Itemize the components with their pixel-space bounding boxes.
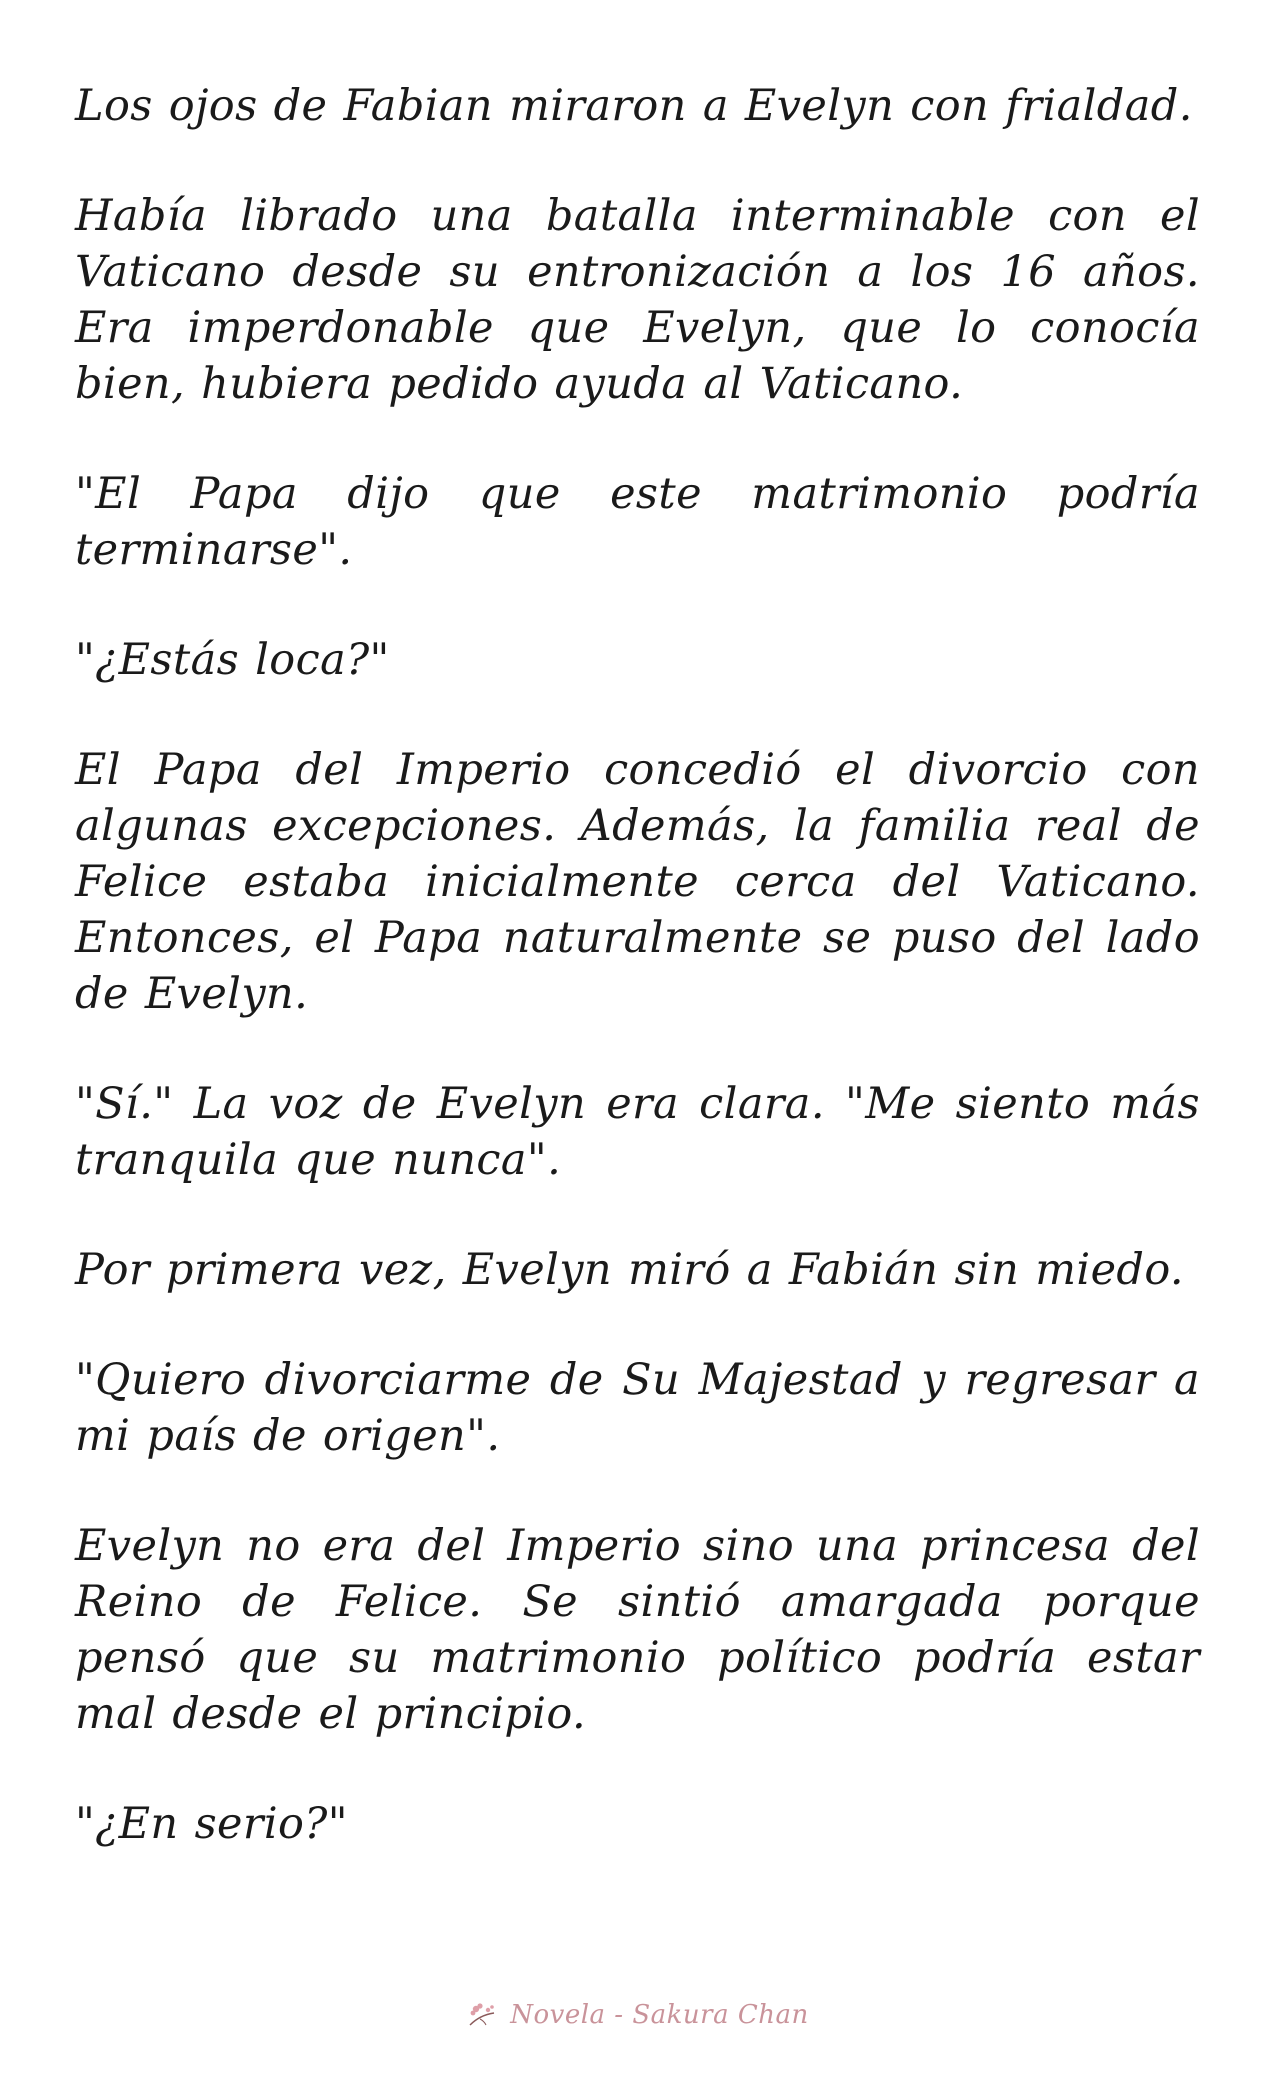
watermark xyxy=(0,2000,1275,2030)
paragraph-7: Por primera vez, Evelyn miró a Fabián sin miedo. xyxy=(75,1245,1184,1295)
paragraph-6: "Sí." La voz de Evelyn era clara. "Me siento más tranquila que nunca". xyxy=(75,1079,1200,1185)
document-body xyxy=(75,78,1200,1906)
paragraph-9: Evelyn no era del Imperio sino una princesa del Reino de Felice. Se sintió amargada porque pensó que su matrimonio político podría estar mal desde el principio. xyxy=(75,1521,1200,1739)
sakura-blossom-icon xyxy=(466,2001,500,2029)
paragraph-1: Los ojos de Fabian miraron a Evelyn con frialdad. xyxy=(75,81,1193,131)
paragraph-4: "¿Estás loca?" xyxy=(75,635,390,685)
paragraph-3: "El Papa dijo que este matrimonio podría terminarse". xyxy=(75,469,1200,575)
paragraph-10: "¿En serio?" xyxy=(75,1799,348,1849)
paragraph-2: Había librado una batalla interminable con el Vaticano desde su entronización a los 16 años. Era imperdonable que Evelyn, que lo conocía bien, hubiera pedido ayuda al Vaticano. xyxy=(75,191,1200,409)
paragraph-5: El Papa del Imperio concedió el divorcio con algunas excepciones. Además, la familia real de Felice estaba inicialmente cerca del Vaticano. Entonces, el Papa naturalmente se puso del lado de Evelyn. xyxy=(75,745,1200,1019)
watermark-text: Novela - Sakura Chan xyxy=(510,2000,809,2030)
paragraph-8: "Quiero divorciarme de Su Majestad y regresar a mi país de origen". xyxy=(75,1355,1200,1461)
